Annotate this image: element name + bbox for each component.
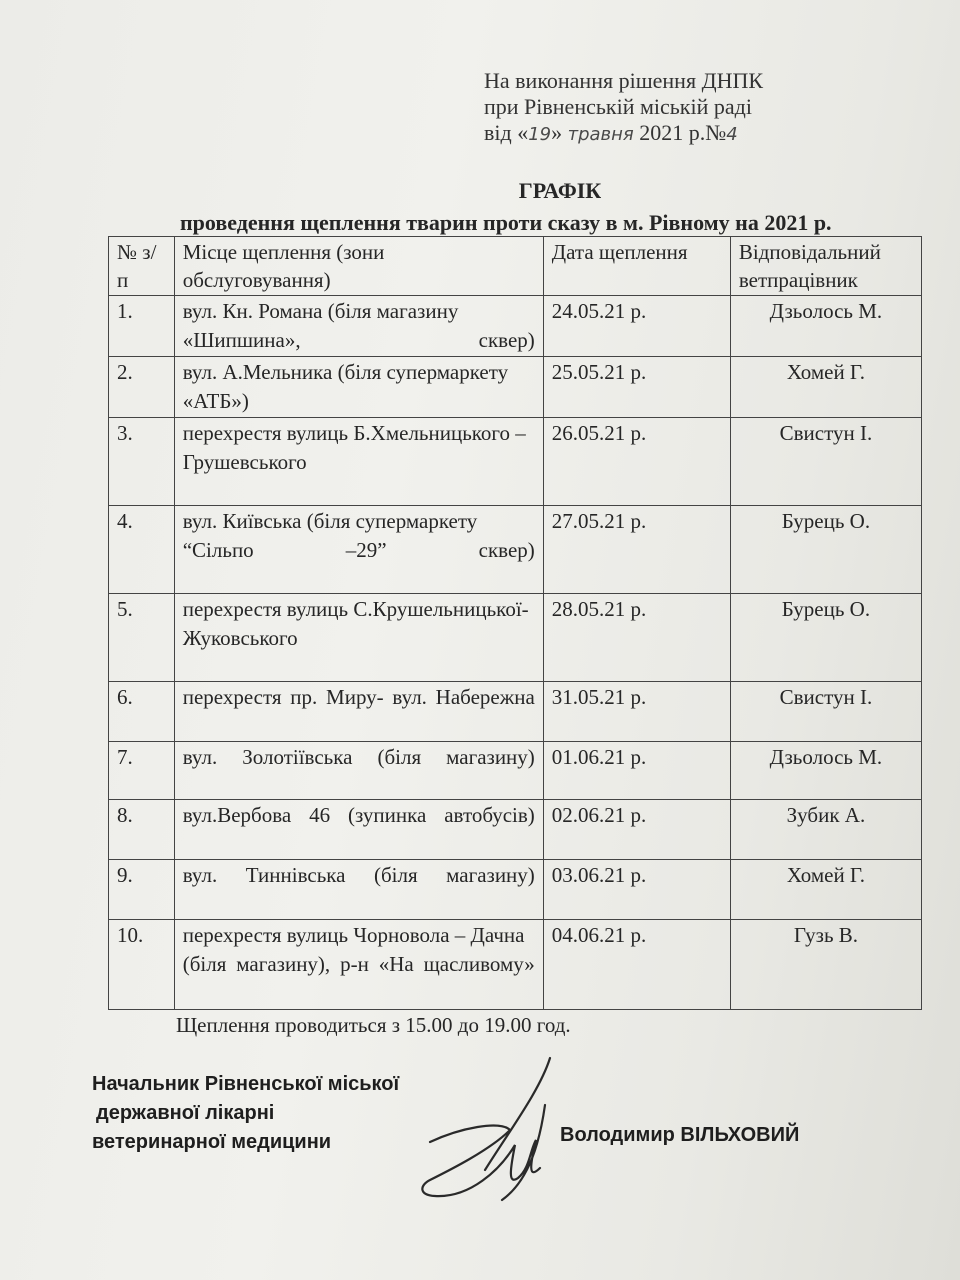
row-num: 1. <box>109 296 175 357</box>
row-date: 25.05.21 р. <box>543 357 730 418</box>
row-date: 24.05.21 р. <box>543 296 730 357</box>
row-responsible: Свистун І. <box>730 682 921 742</box>
hours-note: Щеплення проводиться з 15.00 до 19.00 год. <box>176 1013 571 1037</box>
handwritten-signature <box>390 1050 570 1210</box>
date-suffix: 2021 р.№ <box>633 120 727 145</box>
header-num: № з/п <box>109 237 175 296</box>
row-num: 5. <box>109 594 175 682</box>
decision-reference <box>484 68 763 148</box>
row-num: 6. <box>109 682 175 742</box>
row-date: 28.05.21 р. <box>543 594 730 682</box>
handwritten-number: 4 <box>726 124 738 145</box>
row-date: 04.06.21 р. <box>543 920 730 1010</box>
signatory-name: Володимир ВІЛЬХОВИЙ <box>560 1124 800 1146</box>
row-num: 9. <box>109 860 175 920</box>
row-num: 3. <box>109 418 175 506</box>
row-num: 10. <box>109 920 175 1010</box>
row-place: перехрестя пр. Миру- вул. Набережна <box>174 682 543 742</box>
row-responsible: Дзьолось М. <box>730 296 921 357</box>
row-responsible: Зубик А. <box>730 800 921 860</box>
row-place: перехрестя вулиць Б.Хмельницького – Грушевського <box>174 418 543 506</box>
row-place: вул. Київська (біля супермаркету “Сільпо –29” сквер) <box>174 506 543 594</box>
handwritten-day: 19 <box>528 124 552 145</box>
row-date: 27.05.21 р. <box>543 506 730 594</box>
row-place: вул. А.Мельника (біля супермаркету «АТБ») <box>174 357 543 418</box>
header-responsible: Відповідальний ветпрацівник <box>730 237 921 296</box>
table-row <box>109 296 922 357</box>
row-date: 31.05.21 р. <box>543 682 730 742</box>
row-responsible: Хомей Г. <box>730 357 921 418</box>
table-row <box>109 682 922 742</box>
row-responsible: Свистун І. <box>730 418 921 506</box>
row-place: перехрестя вулиць С.Крушельницької-Жуковського <box>174 594 543 682</box>
signatory-line-1: Начальник Рівненської міської <box>92 1073 400 1095</box>
table-row <box>109 506 922 594</box>
row-date: 02.06.21 р. <box>543 800 730 860</box>
document-title: ГРАФІК <box>518 178 602 203</box>
date-mid: » <box>551 120 568 145</box>
table-row <box>109 742 922 800</box>
decision-line-2: при Рівненській міській раді <box>484 94 752 119</box>
row-responsible: Дзьолось М. <box>730 742 921 800</box>
table-row <box>109 418 922 506</box>
document-subtitle: проведення щеплення тварин проти сказу в м. Рівному на 2021 р. <box>180 210 832 235</box>
row-place: вул.Вербова 46 (зупинка автобусів) <box>174 800 543 860</box>
table-header-row <box>109 237 922 296</box>
table-row <box>109 860 922 920</box>
row-date: 03.06.21 р. <box>543 860 730 920</box>
decision-date-line <box>484 120 763 148</box>
row-responsible: Бурець О. <box>730 594 921 682</box>
table-row <box>109 357 922 418</box>
decision-line-1: На виконання рішення ДНПК <box>484 68 764 93</box>
row-num: 2. <box>109 357 175 418</box>
row-num: 4. <box>109 506 175 594</box>
row-date: 26.05.21 р. <box>543 418 730 506</box>
row-responsible: Хомей Г. <box>730 860 921 920</box>
vaccination-schedule-table <box>108 236 922 1010</box>
row-place: перехрестя вулиць Чорновола – Дачна (біля магазину), р-н «На щасливому» <box>174 920 543 1010</box>
header-place: Місце щеплення (зони обслуговування) <box>174 237 543 296</box>
table-row <box>109 594 922 682</box>
date-prefix: від « <box>484 120 529 145</box>
signatory-line-3: ветеринарної медицини <box>92 1131 332 1153</box>
table-row <box>109 800 922 860</box>
table-row <box>109 920 922 1010</box>
row-place: вул. Кн. Романа (біля магазину «Шипшина», сквер) <box>174 296 543 357</box>
row-place: вул. Золотіївська (біля магазину) <box>174 742 543 800</box>
row-place: вул. Тиннівська (біля магазину) <box>174 860 543 920</box>
row-num: 7. <box>109 742 175 800</box>
signatory-line-2: державної лікарні <box>96 1102 275 1124</box>
row-date: 01.06.21 р. <box>543 742 730 800</box>
row-responsible: Гузь В. <box>730 920 921 1010</box>
header-date: Дата щеплення <box>543 237 730 296</box>
signatory-title <box>92 1070 399 1157</box>
row-responsible: Бурець О. <box>730 506 921 594</box>
row-num: 8. <box>109 800 175 860</box>
handwritten-month: травня <box>567 124 634 145</box>
